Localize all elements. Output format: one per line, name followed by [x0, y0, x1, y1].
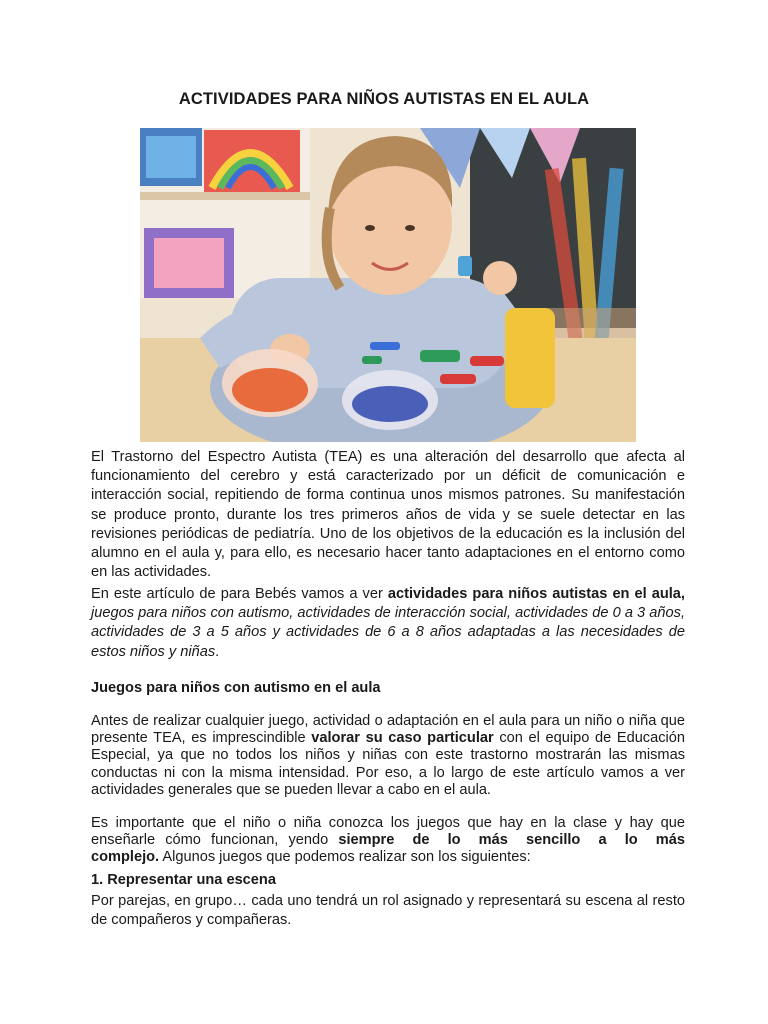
- section-p1-suffix: con el equipo de Educación Especial, ya que no todos los niños y niñas con este trastorno mostrarán las mismas conductas ni con la misma intensidad. Por eso, a lo largo de este artículo vamos a ver actividades generales que se pueden llevar a cabo en el aula.: [91, 730, 685, 798]
- article-photo: [140, 128, 636, 442]
- subheading-1: 1. Representar una escena: [91, 872, 276, 888]
- section-paragraph-2: [91, 815, 685, 867]
- subsection-paragraph-1: Por parejas, en grupo… cada uno tendrá un rol asignado y representará su escena al resto de compañeros y compañeras.: [91, 893, 685, 928]
- section-paragraph-1: [91, 713, 685, 799]
- article-intro-bold: actividades para niños autistas en el aula,: [387, 586, 685, 602]
- section-p2-prefix: Es importante que el niño o niña conozca los juegos que hay en la clase y hay que enseñarle cómo funcionan, yendo: [91, 815, 685, 849]
- article-intro-paragraph: [91, 585, 685, 662]
- section-p1-prefix: Antes de realizar cualquier juego, actividad o adaptación en el aula para un niño o niña que presente TEA, es imprescindible: [91, 713, 685, 747]
- article-intro-italic: juegos para niños con autismo, actividades de interacción social, actividades de 0 a 3 años, actividades de 3 a 5 años y actividades de 6 a 8 años adaptadas a las necesidades de estos niños y niñas: [91, 605, 685, 660]
- intro-paragraph: El Trastorno del Espectro Autista (TEA) es una alteración del desarrollo que afecta al funcionamiento del cerebro y está caracterizado por un déficit de comunicación e interacción social, repitiendo de forma continua unos mismos patrones. Su manifestación se produce pronto, durante los tres primeros años de vida y se suele detectar en las revisiones periódicas de pediatría. Uno de los objetivos de la educación es la inclusión del alumno en el aula y, para ello, es necesario hacer tanto adaptaciones en el entorno como en las actividades.: [91, 449, 685, 581]
- child-playing-illustration: [140, 128, 636, 442]
- section-p2-suffix: Algunos juegos que podemos realizar son los siguientes:: [159, 849, 531, 866]
- section-heading: Juegos para niños con autismo en el aula: [91, 680, 381, 696]
- page-title: ACTIVIDADES PARA NIÑOS AUTISTAS EN EL AULA: [178, 90, 590, 108]
- section-p1-bold: valorar su caso particular: [311, 730, 494, 747]
- section-p2-bold: siempre de lo más sencillo a lo más complejo.: [91, 832, 685, 866]
- article-intro-suffix: .: [215, 643, 220, 660]
- article-intro-prefix: En este artículo de para Bebés vamos a ver: [91, 586, 388, 602]
